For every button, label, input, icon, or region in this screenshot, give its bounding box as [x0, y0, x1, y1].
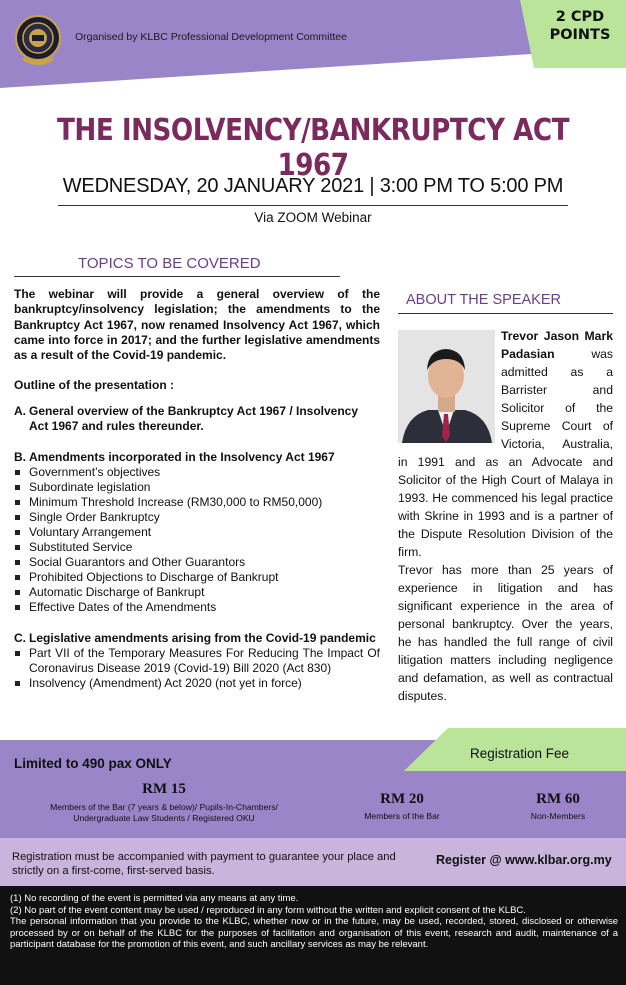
list-item: Insolvency (Amendment) Act 2020 (not yet in force) [15, 676, 380, 691]
event-date-time: WEDNESDAY, 20 JANUARY 2021 | 3:00 PM TO 5:00 PM [62, 175, 564, 197]
divider [14, 276, 340, 277]
fee-price: RM 60 [536, 791, 580, 807]
registration-note: Registration must be accompanied with payment to guarantee your place and strictly on a first-come, first-served basis. [12, 851, 396, 877]
disclaimer-recording: (1) No recording of the event is permitted via any means at any time. [10, 893, 299, 904]
list-item: Substituted Service [15, 540, 380, 555]
fee-description: Members of the Bar [364, 811, 440, 821]
section-letter: B. [14, 450, 26, 464]
bullet-icon [15, 515, 20, 520]
section-b-list [15, 465, 380, 615]
section-letter: C. [14, 631, 26, 645]
klbc-crest-icon [14, 12, 62, 70]
list-item: Subordinate legislation [15, 480, 380, 495]
fee-price: RM 15 [142, 781, 186, 797]
bullet-icon [15, 575, 20, 580]
speaker-heading: ABOUT THE SPEAKER [406, 292, 561, 308]
bullet-icon [15, 681, 20, 686]
fee-description: Non-Members [530, 811, 586, 821]
list-item: Automatic Discharge of Bankrupt [15, 585, 380, 600]
registration-fee-label: Registration Fee [470, 746, 570, 761]
list-item: Prohibited Objections to Discharge of Bankrupt [15, 570, 380, 585]
section-letter: A. [14, 404, 26, 418]
fee-price: RM 20 [380, 791, 424, 807]
disclaimer-reproduction: (2) No part of the event content may be used / reproduced in any form without the written and explicit consent of the KLBC. [10, 904, 526, 916]
speaker-surname: Padasian [501, 347, 555, 361]
bullet-icon [15, 500, 20, 505]
section-c [14, 631, 380, 691]
list-item: Voluntary Arrangement [15, 525, 380, 540]
section-a [14, 404, 380, 434]
bullet-icon [15, 470, 20, 475]
cpd-points-badge [540, 8, 620, 44]
event-title: THE INSOLVENCY/BANKRUPTCY ACT 1967 [57, 113, 569, 183]
bullet-icon [15, 560, 20, 565]
cpd-line-2: POINTS [549, 27, 611, 43]
section-title: General overview of the Bankruptcy Act 1967 / Insolvency Act 1967 and rules thereunder. [29, 404, 359, 433]
list-item: Minimum Threshold Increase (RM30,000 to RM50,000) [15, 495, 380, 510]
disclaimer-privacy: The personal information that you provide to the KLBC, whether now or in the future, may be used, recorded, stored, disclosed or otherwise processed by or on behalf of the KLBC for the purposes of facilitation and organisation of this event, research and audit, maintenance of a participant database for the promotion of this event, and such ancillary services as may be relevant. [10, 916, 618, 951]
divider [398, 313, 613, 314]
speaker-bio-intro: Trevor Jason Mark Padasian was admitted as a Barrister and Solicitor of the Supreme Court of Victoria, Australia, [501, 329, 614, 451]
list-item: Single Order Bankruptcy [15, 510, 380, 525]
bullet-icon [15, 651, 20, 656]
speaker-name: Trevor Jason Mark [501, 329, 613, 343]
topics-intro: The webinar will provide a general overview of the bankruptcy/insolvency legislation; the amendments to the Bankruptcy Act 1967, now renamed Insolvency Act 1967, which came into force in 2017; and the further legislative amendments as a result of the Covid-19 pandemic. [14, 287, 380, 363]
outline-label: Outline of the presentation : [14, 378, 175, 392]
topics-heading: TOPICS TO BE COVERED [78, 255, 261, 272]
section-b [14, 450, 380, 615]
section-title: Amendments incorporated in the Insolvency Act 1967 [29, 450, 335, 464]
footer-disclaimer [10, 893, 618, 951]
capacity-limit: Limited to 490 pax ONLY [14, 756, 172, 771]
section-c-list [15, 646, 380, 691]
fee-description: Members of the Bar (7 years & below)/ Pupils-In-Chambers/ Undergraduate Law Students / Registered OKU [50, 802, 278, 823]
cpd-line-1: 2 CPD [555, 9, 605, 25]
bullet-icon [15, 485, 20, 490]
divider [58, 205, 568, 206]
section-title: Legislative amendments arising from the Covid-19 pandemic [29, 631, 376, 645]
organiser-text: Organised by KLBC Professional Development Committee [75, 31, 347, 43]
bullet-icon [15, 590, 20, 595]
speaker-portrait-icon [398, 330, 495, 443]
list-item: Effective Dates of the Amendments [15, 600, 380, 615]
event-venue: Via ZOOM Webinar [254, 210, 372, 225]
list-item: Government’s objectives [15, 465, 380, 480]
speaker-experience: Trevor has more than 25 years of experience in litigation and has significant experience in the area of personal bankruptcy. Over the years, he has handled the full range of civil litigation matters including negligence and defamation, as well as contractual disputes. [398, 563, 613, 703]
speaker-bio: in 1991 and as an Advocate and Solicitor of the High Court of Malaya in 1993. He commenced his legal practice with Skrine in 1993 and is a partner of the Dispute Resolution Division of the firm. [398, 455, 613, 559]
list-item: Social Guarantors and Other Guarantors [15, 555, 380, 570]
bullet-icon [15, 545, 20, 550]
header-background [0, 0, 626, 92]
list-item: Part VII of the Temporary Measures For Reducing The Impact Of Coronavirus Disease 2019 (Covid-19) Bill 2020 (Act 830) [15, 646, 380, 676]
header-band [0, 0, 626, 90]
registration-link[interactable]: Register @ www.klbar.org.my [436, 853, 612, 867]
bullet-icon [15, 605, 20, 610]
bullet-icon [15, 530, 20, 535]
